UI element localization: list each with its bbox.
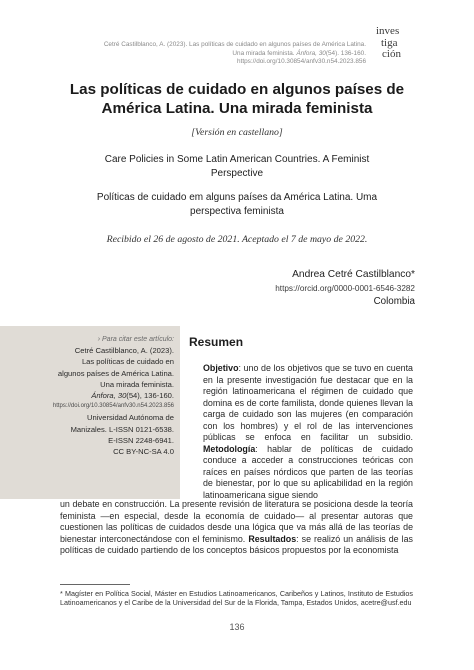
article-title-line2: América Latina. Una mirada feminista: [101, 99, 373, 117]
received-accepted-dates: Recibido el 26 de agosto de 2021. Aceptado el 7 de mayo de 2022.: [106, 234, 368, 245]
sidebar-line: Una mirada feminista.: [100, 379, 174, 389]
objetivo-text: : uno de los objetivos que se tuvo en cuenta en la presente investigación fue destacar que en la región latinoamericana el régimen de cuidado que domina es de corte familista, donde quienes llevan la carga de cuidado son las mujeres (en comparación con los hombres) y el rol de las intervenciones públicas se enfoca en facilitar un subsidio.: [203, 363, 413, 442]
metodologia-label: Metodología: [203, 443, 256, 454]
sidebar-journal-post: (54), 136-160.: [126, 391, 174, 401]
article-title: [60, 81, 414, 118]
header-citation: [22, 41, 366, 67]
journal-logo: [376, 26, 410, 78]
abstract-body-column: [189, 363, 413, 501]
article-title-line1: Las políticas de cuidado en algunos países de: [69, 81, 405, 98]
sidebar-line: Manizales. L-ISSN 0121-6538.: [70, 424, 174, 434]
page-number: 136: [229, 622, 245, 632]
author-footnote: * Magíster en Política Social, Máster en Estudios Latinoamericanos, Caribeños y Latinos, Instituto de Estudios Latinoamericanos y el Caribe de la Universidad del Sur de la Florida, Tampa, Estados Unidos, acetre@usf.edu: [60, 589, 413, 608]
header-citation-post: (54). 136-160.: [325, 49, 366, 57]
header-citation-doi[interactable]: https://doi.org/10.30854/anfv30.n54.2023.856: [237, 58, 366, 66]
citation-sidebar-text: [30, 334, 174, 457]
header-citation-pre: Una mirada feminista.: [232, 49, 297, 57]
english-title-line1: Care Policies in Some Latin American Countries. A Feminist: [104, 154, 370, 165]
author-block: [275, 268, 415, 309]
logo-line-3: ción: [382, 48, 401, 60]
portuguese-title-line1: Políticas de cuidado em alguns países da América Latina. Uma: [96, 192, 378, 203]
abstract-body-full: [60, 499, 413, 557]
logo-line-2: tiga: [381, 36, 398, 49]
header-citation-line1: Cetré Castilblanco, A. (2023). Las políticas de cuidado en algunos países de América Latina.: [103, 41, 366, 48]
sidebar-line: Universidad Autónoma de: [87, 413, 174, 423]
sidebar-line: CC BY-NC-SA 4.0: [113, 447, 174, 457]
footnote-rule: [60, 584, 130, 585]
header-citation-line2: [22, 50, 366, 59]
header-citation-journal: Ánfora, 30: [296, 49, 326, 57]
sidebar-doi[interactable]: https://doi.org/10.30854/anfv30.n54.2023.856: [52, 403, 174, 410]
sidebar-line: E-ISSN 2248-6941.: [108, 435, 174, 445]
version-note: [Versión en castellano]: [191, 127, 283, 138]
sidebar-heading: › Para citar este artículo:: [97, 336, 174, 343]
sidebar-line: Las políticas de cuidado en: [81, 357, 174, 367]
abstract-heading: Resumen: [189, 335, 244, 349]
author-country: Colombia: [373, 296, 415, 307]
portuguese-title-line2: perspectiva feminista: [190, 205, 284, 217]
english-title-line2: Perspective: [210, 167, 264, 179]
sidebar-line: algunos países de América Latina.: [57, 368, 174, 378]
resultados-text: : se realizó un análisis de las políticas de cuidado partiendo de los conceptos básicos propuestos por la economista: [60, 533, 413, 555]
resultados-label: Resultados: [248, 533, 297, 544]
metodologia-text: : hablar de políticas de cuidado conduce a acceder a construcciones teóricas con raíces en países nórdicos que parten de las teorías de bienestar, por lo que su aplicabilidad en la región latinoamericana sigue siendo: [203, 443, 413, 500]
objetivo-label: Objetivo: [203, 363, 239, 373]
continuation-text: un debate en construcción. La presente revisión de literatura se posiciona desde la teoría feminista —en especial, desde la economía de cuidado— al presentar autoras que cuestionen las políticas de cuidados desde una lógica que va más allá de las teorías de bienestar interconectándose con el feminismo.: [60, 499, 413, 544]
logo-line-1: inves: [376, 25, 400, 37]
sidebar-line: Cetré Castilblanco, A. (2023).: [74, 346, 174, 356]
english-title: [60, 153, 414, 180]
author-orcid[interactable]: https://orcid.org/0000-0001-6546-3282: [275, 283, 415, 293]
sidebar-journal-line: [30, 390, 174, 401]
abstract-continuation: [60, 499, 413, 557]
sidebar-journal: Ánfora, 30: [91, 391, 127, 401]
abstract-paragraph: [189, 363, 413, 501]
author-name: Andrea Cetré Castilblanco*: [292, 269, 415, 280]
portuguese-title: [60, 191, 414, 218]
